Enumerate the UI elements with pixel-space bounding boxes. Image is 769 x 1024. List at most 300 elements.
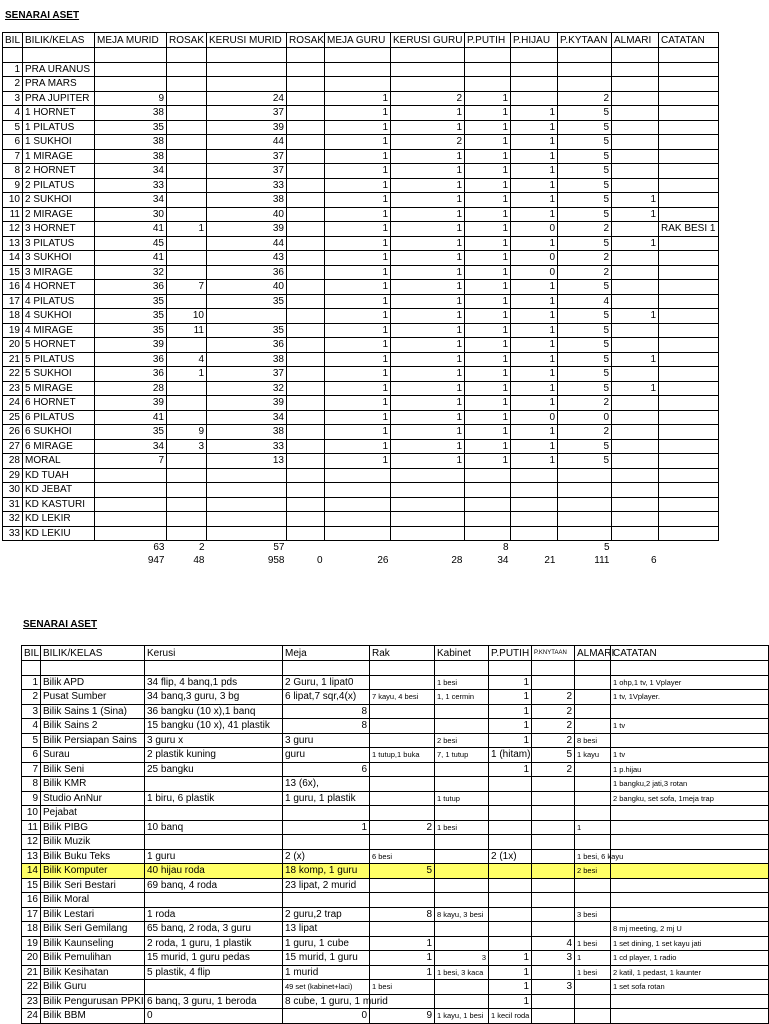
table-cell: 1: [465, 410, 511, 425]
table-cell: 9: [22, 791, 41, 806]
table-cell: Bilik PIBG: [41, 820, 145, 835]
table-cell: 1: [465, 265, 511, 280]
table-cell: 30: [95, 207, 167, 222]
table-cell: 2: [532, 704, 575, 719]
table-cell: [489, 820, 532, 835]
table-cell: [207, 468, 287, 483]
table-cell: [612, 425, 659, 440]
table-cell: 1: [612, 352, 659, 367]
table-cell: 36 bangku (10 x),1 banq: [145, 704, 283, 719]
column-header: CATATAN: [659, 33, 719, 48]
table-cell: 34 flip, 4 banq,1 pds: [145, 675, 283, 690]
table-cell: 1 tv: [611, 748, 769, 763]
table-cell: Bilik Seri Bestari: [41, 878, 145, 893]
table-cell: 1 SUKHOI: [23, 135, 95, 150]
table-cell: 2 plastik kuning: [145, 748, 283, 763]
table-cell: [511, 48, 558, 63]
column-header: CATATAN: [611, 646, 769, 661]
table-cell: [287, 309, 325, 324]
table-cell: 1: [511, 164, 558, 179]
table-cell: 1 set dining, 1 set kayu jati: [611, 936, 769, 951]
total-cell: 57: [273, 542, 285, 553]
table-cell: 1: [391, 323, 465, 338]
table-cell: [391, 62, 465, 77]
table-cell: 3 MIRAGE: [23, 265, 95, 280]
table-cell: 1: [465, 309, 511, 324]
table-cell: [167, 91, 207, 106]
table-cell: [611, 994, 769, 1009]
table-cell: 6 MIRAGE: [23, 439, 95, 454]
column-header: Meja: [283, 646, 370, 661]
table-cell: 1: [370, 965, 435, 980]
table-cell: [287, 251, 325, 266]
total-cell: [3, 541, 23, 555]
table-cell: [325, 526, 391, 541]
table-cell: 13: [3, 236, 23, 251]
table-cell: [532, 864, 575, 879]
table-cell: 5: [558, 193, 612, 208]
table-cell: 1: [612, 236, 659, 251]
table-cell: [370, 661, 435, 676]
table-cell: 9: [95, 91, 167, 106]
table-cell: 9: [3, 178, 23, 193]
table-cell: 2: [391, 135, 465, 150]
table-cell: 1: [167, 222, 207, 237]
table-cell: 5: [558, 207, 612, 222]
table-cell: 1: [325, 149, 391, 164]
table-cell: [612, 280, 659, 295]
table-cell: [465, 468, 511, 483]
table-cell: 1: [325, 367, 391, 382]
table-cell: 1: [489, 690, 532, 705]
table-row: [3, 338, 719, 353]
table-cell: [612, 410, 659, 425]
table-cell: 25 bangku: [145, 762, 283, 777]
table-cell: [370, 806, 435, 821]
table-row: [3, 91, 719, 106]
table-cell: [511, 77, 558, 92]
table-cell: 15: [3, 265, 23, 280]
table-cell: 1 besi: [575, 965, 611, 980]
table-cell: 1: [465, 149, 511, 164]
table-cell: 3: [532, 980, 575, 995]
table-cell: 1: [465, 135, 511, 150]
table-cell: 32: [3, 512, 23, 527]
table-cell: [611, 1009, 769, 1024]
table-cell: [287, 222, 325, 237]
table-cell: 1: [283, 820, 370, 835]
table-cell: [659, 396, 719, 411]
table-cell: [612, 294, 659, 309]
table-cell: 39: [95, 338, 167, 353]
table-cell: 1: [325, 410, 391, 425]
table-cell: 6: [22, 748, 41, 763]
table-cell: 1: [325, 265, 391, 280]
table-cell: [287, 91, 325, 106]
table-cell: [370, 777, 435, 792]
table-cell: 1 roda: [145, 907, 283, 922]
table-cell: [370, 791, 435, 806]
table-cell: [659, 120, 719, 135]
table-cell: 13: [207, 454, 287, 469]
table-cell: 1: [465, 236, 511, 251]
table-cell: [391, 77, 465, 92]
table-cell: 1 ohp,1 tv, 1 Vplayer: [611, 675, 769, 690]
table-cell: [659, 48, 719, 63]
table-cell: 5: [558, 135, 612, 150]
table-cell: [287, 512, 325, 527]
table-cell: 36: [207, 265, 287, 280]
table-cell: [287, 280, 325, 295]
table-row: [3, 193, 719, 208]
table-cell: 38: [207, 425, 287, 440]
table-cell: 3: [3, 91, 23, 106]
table-cell: [532, 661, 575, 676]
table-cell: 26: [3, 425, 23, 440]
table-cell: 34 banq,3 guru, 3 bg: [145, 690, 283, 705]
table-cell: [659, 280, 719, 295]
table-cell: [167, 236, 207, 251]
table-cell: 1: [22, 675, 41, 690]
table-cell: 18: [22, 922, 41, 937]
table-cell: [283, 835, 370, 850]
table-cell: 1: [612, 381, 659, 396]
table-cell: 0: [145, 1009, 283, 1024]
table-cell: [612, 135, 659, 150]
table-cell: 1: [391, 251, 465, 266]
table-cell: [489, 936, 532, 951]
table-cell: [532, 806, 575, 821]
table-cell: 1: [489, 733, 532, 748]
table-cell: [283, 661, 370, 676]
table-cell: 1: [489, 951, 532, 966]
table-cell: 69 banq, 4 roda: [145, 878, 283, 893]
table-cell: 1 (hitam): [489, 748, 532, 763]
table-cell: 1: [391, 149, 465, 164]
table-row: [3, 207, 719, 222]
table-row: [22, 1009, 769, 1024]
table-cell: [287, 367, 325, 382]
table-row: [22, 907, 769, 922]
table-cell: 1: [489, 675, 532, 690]
table-cell: [287, 410, 325, 425]
table-cell: 12: [3, 222, 23, 237]
table-row: [22, 719, 769, 734]
table-cell: [145, 777, 283, 792]
table-cell: 1: [465, 91, 511, 106]
table-cell: 2 besi: [435, 733, 489, 748]
table-cell: [575, 675, 611, 690]
table-cell: 1 kecil roda: [489, 1009, 532, 1024]
table-cell: [612, 251, 659, 266]
table-cell: [95, 468, 167, 483]
table-cell: [287, 106, 325, 121]
table-cell: 1: [465, 425, 511, 440]
table-row: [3, 454, 719, 469]
table-cell: 40: [207, 280, 287, 295]
table-cell: 23: [3, 381, 23, 396]
table-cell: 38: [95, 106, 167, 121]
table-cell: 5: [558, 178, 612, 193]
table-row: [22, 994, 769, 1009]
table-row: [3, 367, 719, 382]
table-cell: 1: [391, 207, 465, 222]
table-cell: 3: [532, 951, 575, 966]
table-row: [22, 820, 769, 835]
column-header: P.HIJAU: [511, 33, 558, 48]
table-cell: [532, 907, 575, 922]
table-cell: 16: [3, 280, 23, 295]
column-header: MEJA GURU: [325, 33, 391, 48]
table-cell: 4 MIRAGE: [23, 323, 95, 338]
table-cell: 1: [511, 120, 558, 135]
table-cell: 31: [3, 497, 23, 512]
table-cell: 1 tutup: [435, 791, 489, 806]
table-cell: [612, 48, 659, 63]
table-cell: [435, 936, 489, 951]
table-cell: [370, 878, 435, 893]
table-cell: [391, 512, 465, 527]
table-cell: [167, 265, 207, 280]
table-cell: [575, 661, 611, 676]
table-cell: [325, 77, 391, 92]
table-cell: [532, 820, 575, 835]
table-cell: 1: [511, 135, 558, 150]
table-cell: [287, 425, 325, 440]
column-header: ALMARI: [612, 33, 659, 48]
table-row: [3, 526, 719, 541]
table-cell: Bilik Buku Teks: [41, 849, 145, 864]
table-row: [22, 965, 769, 980]
table-cell: 2 bangku, set sofa, 1meja trap: [611, 791, 769, 806]
table-cell: [659, 367, 719, 382]
table-cell: 1: [465, 164, 511, 179]
table-cell: [612, 91, 659, 106]
table-cell: [391, 468, 465, 483]
table-cell: [575, 1009, 611, 1024]
table-cell: [435, 994, 489, 1009]
table-cell: [612, 178, 659, 193]
table-cell: 1: [391, 222, 465, 237]
table-cell: [370, 893, 435, 908]
table-cell: 38: [95, 135, 167, 150]
table-row: [22, 835, 769, 850]
table-row: [22, 733, 769, 748]
table-cell: [207, 497, 287, 512]
table-cell: [575, 791, 611, 806]
table-row: [3, 512, 719, 527]
table-cell: 44: [207, 236, 287, 251]
table-cell: 28: [3, 454, 23, 469]
column-header: MEJA MURID: [95, 33, 167, 48]
table-cell: 28: [95, 381, 167, 396]
table-cell: [558, 77, 612, 92]
table-cell: 1: [325, 294, 391, 309]
column-header: Rak: [370, 646, 435, 661]
table-cell: [611, 835, 769, 850]
table-cell: 1: [489, 980, 532, 995]
table-cell: 0: [558, 410, 612, 425]
table-cell: 32: [95, 265, 167, 280]
table-cell: 1: [391, 193, 465, 208]
table-cell: 36: [207, 338, 287, 353]
table-cell: 33: [207, 178, 287, 193]
table-cell: [575, 806, 611, 821]
table-cell: Bilik BBM: [41, 1009, 145, 1024]
table-cell: [612, 120, 659, 135]
table-cell: 2 HORNET: [23, 164, 95, 179]
table-cell: [391, 483, 465, 498]
table-cell: 1: [391, 280, 465, 295]
table-cell: 1: [325, 381, 391, 396]
table-cell: [167, 135, 207, 150]
total-cell: 5: [603, 542, 610, 553]
table-cell: 43: [207, 251, 287, 266]
table-cell: 2 PILATUS: [23, 178, 95, 193]
table-cell: [612, 454, 659, 469]
table-cell: [435, 806, 489, 821]
table-cell: 27: [3, 439, 23, 454]
table-cell: 23 lipat, 2 murid: [283, 878, 370, 893]
table-cell: [370, 733, 435, 748]
table-cell: 5: [558, 236, 612, 251]
table-cell: [370, 835, 435, 850]
table-cell: Bilik Sains 2: [41, 719, 145, 734]
table-cell: [611, 864, 769, 879]
total-cell: 26: [377, 555, 389, 566]
table-cell: 35: [207, 294, 287, 309]
table-cell: [167, 149, 207, 164]
table-cell: [612, 468, 659, 483]
table-cell: 1: [489, 994, 532, 1009]
table-cell: 1: [511, 425, 558, 440]
table-cell: 1: [391, 425, 465, 440]
table-cell: [465, 48, 511, 63]
table-cell: 1: [325, 251, 391, 266]
table-cell: 1: [391, 236, 465, 251]
table-cell: 5: [558, 352, 612, 367]
table-cell: [612, 149, 659, 164]
table-row: [3, 265, 719, 280]
table-cell: 5: [558, 309, 612, 324]
table-cell: [575, 893, 611, 908]
table-cell: Bilik Persiapan Sains: [41, 733, 145, 748]
table-cell: [287, 207, 325, 222]
table-cell: [435, 864, 489, 879]
table-cell: 1: [325, 439, 391, 454]
table-cell: [659, 106, 719, 121]
table-cell: [167, 497, 207, 512]
table-cell: [659, 62, 719, 77]
table-cell: [575, 994, 611, 1009]
table-cell: [612, 396, 659, 411]
table-cell: [167, 251, 207, 266]
table-cell: 5: [558, 106, 612, 121]
table-cell: [532, 893, 575, 908]
spacer-row: [22, 661, 769, 676]
table-cell: 1: [325, 91, 391, 106]
table-row: [22, 864, 769, 879]
table-cell: [391, 497, 465, 512]
table-cell: 1 besi: [435, 820, 489, 835]
column-header: Kabinet: [435, 646, 489, 661]
table-cell: 1: [391, 106, 465, 121]
table-cell: [167, 410, 207, 425]
table-cell: [145, 893, 283, 908]
table-cell: [659, 512, 719, 527]
table-cell: 36: [95, 280, 167, 295]
table-cell: [511, 512, 558, 527]
table-cell: 1: [325, 323, 391, 338]
total-cell: 21: [544, 555, 556, 566]
table-cell: 2 besi: [575, 864, 611, 879]
table-cell: 1 guru, 1 cube: [283, 936, 370, 951]
table-cell: 5 HORNET: [23, 338, 95, 353]
table-cell: 0: [511, 265, 558, 280]
totals-row: [3, 554, 719, 567]
table-cell: [167, 483, 207, 498]
column-header: P.KNYTAAN: [532, 646, 575, 661]
table-cell: 34: [207, 410, 287, 425]
table-cell: [659, 526, 719, 541]
table-cell: [659, 193, 719, 208]
table-cell: 1: [575, 951, 611, 966]
table-cell: 5: [558, 120, 612, 135]
table-cell: 20: [22, 951, 41, 966]
table-cell: [167, 338, 207, 353]
table1-title: SENARAI ASET: [5, 10, 80, 21]
table-cell: 2 katil, 1 pedast, 1 kaunter: [611, 965, 769, 980]
table-cell: 2: [370, 820, 435, 835]
table-cell: 1: [370, 936, 435, 951]
table-cell: 1: [325, 135, 391, 150]
table-row: [3, 77, 719, 92]
table-cell: 41: [95, 410, 167, 425]
table-cell: 1: [391, 352, 465, 367]
table-cell: 25: [3, 410, 23, 425]
table-cell: 4: [167, 352, 207, 367]
table-cell: [95, 497, 167, 512]
table-cell: 1 kayu: [575, 748, 611, 763]
table-cell: 35: [207, 323, 287, 338]
table-cell: 21: [22, 965, 41, 980]
table-cell: [167, 62, 207, 77]
table-row: [3, 381, 719, 396]
table-cell: 1: [511, 338, 558, 353]
table-cell: [41, 661, 145, 676]
table-cell: [145, 835, 283, 850]
table-cell: 7: [22, 762, 41, 777]
table-cell: [558, 48, 612, 63]
table-cell: [489, 806, 532, 821]
asset-table-classrooms: [2, 32, 719, 567]
table-cell: 2 guru,2 trap: [283, 907, 370, 922]
total-cell: [659, 541, 719, 555]
table-cell: 11: [22, 820, 41, 835]
table-cell: 1: [465, 193, 511, 208]
table-cell: 37: [207, 367, 287, 382]
table-cell: 35: [95, 323, 167, 338]
table-cell: [575, 878, 611, 893]
table-cell: 1: [391, 454, 465, 469]
table-cell: Bilik Kesihatan: [41, 965, 145, 980]
table-cell: 6: [3, 135, 23, 150]
table-cell: 1: [325, 425, 391, 440]
table-cell: [558, 483, 612, 498]
table-row: [3, 396, 719, 411]
table-cell: 1 besi: [370, 980, 435, 995]
total-cell: [325, 541, 391, 555]
